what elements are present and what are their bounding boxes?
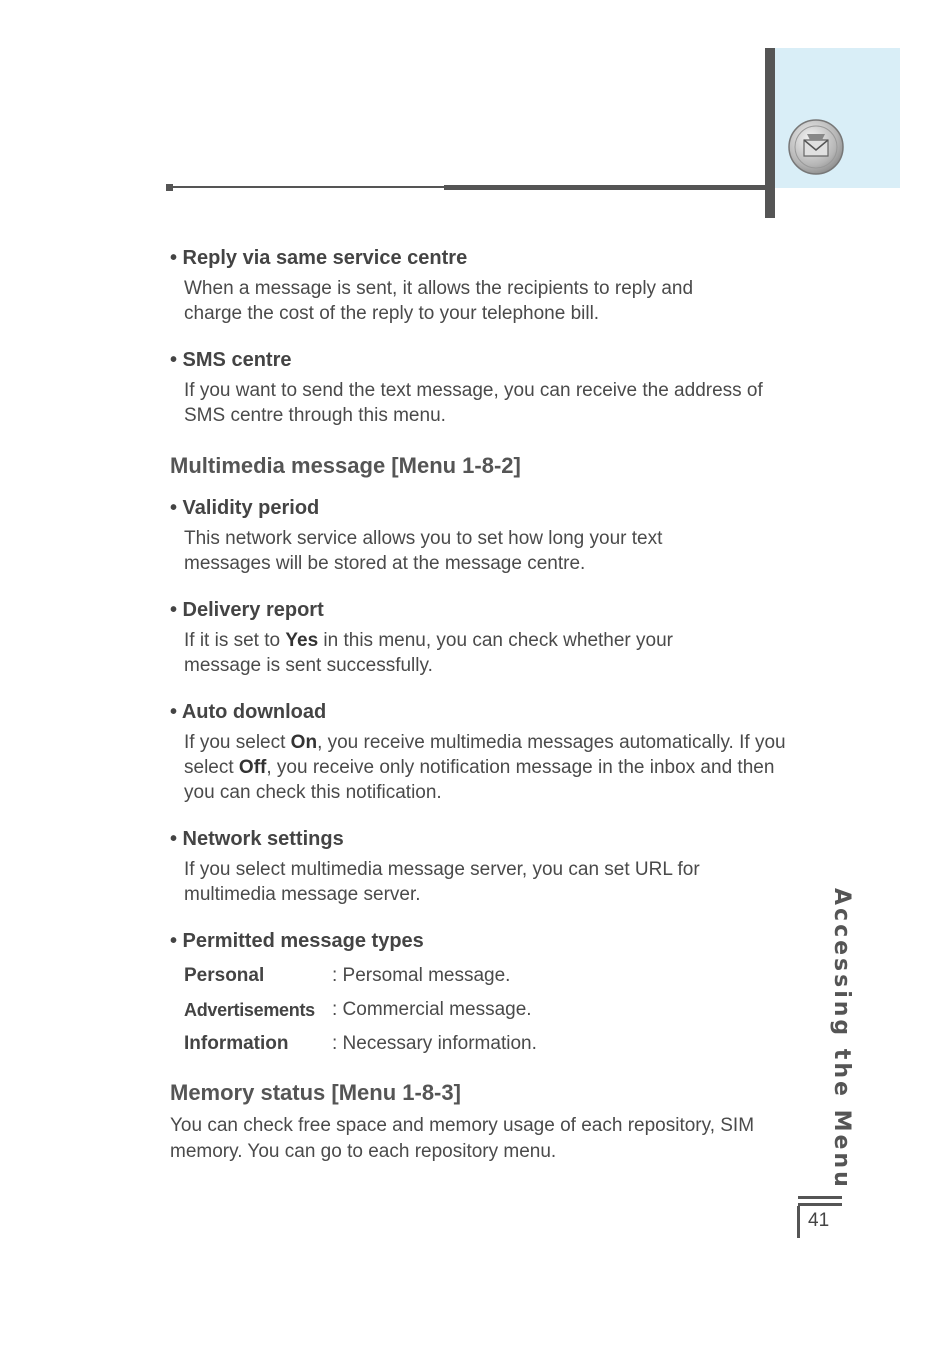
validity-title: • Validity period (170, 497, 320, 519)
type-term: Information (184, 1033, 289, 1054)
permitted-types-list (184, 959, 800, 1061)
reply-desc: When a message is sent, it allows the recipients to reply and charge the cost of the reply to your telephone bill. (184, 278, 694, 324)
permitted-title: • Permitted message types (170, 930, 424, 952)
page-number: 41 (808, 1210, 830, 1231)
message-envelope-icon (787, 118, 845, 176)
header-line-thick (444, 185, 769, 190)
memory-heading: Memory status [Menu 1-8-3] (170, 1080, 461, 1105)
header-vertical-bar (765, 48, 775, 218)
header-line-thin (168, 186, 446, 188)
type-desc: : Necessary information. (332, 1033, 537, 1054)
type-row-advertisements (184, 993, 800, 1027)
mms-heading: Multimedia message [Menu 1-8-2] (170, 453, 521, 478)
type-row-personal (184, 959, 800, 993)
delivery-desc (184, 628, 729, 678)
auto-desc-3: , you receive only notification message in the inbox and then you can check this notification. (184, 757, 775, 803)
auto-desc-off: Off (238, 757, 267, 778)
network-desc: If you select multimedia message server, you can set URL for multimedia message server. (184, 859, 700, 905)
type-desc: : Persomal message. (332, 965, 511, 986)
side-tab-label: Accessing the Menu (829, 888, 854, 1190)
memory-desc: You can check free space and memory usage of each repository, SIM memory. You can go to each repository menu. (170, 1115, 755, 1162)
page-number-bar (798, 1196, 842, 1206)
page-content (170, 244, 800, 1165)
delivery-desc-post: in this menu, you can check whether your message is sent successfully. (184, 630, 673, 676)
delivery-desc-bold: Yes (285, 630, 319, 651)
sms-desc: If you want to send the text message, you can receive the address of SMS centre through this menu. (184, 380, 763, 426)
reply-title: • Reply via same service centre (170, 247, 468, 269)
sms-title: • SMS centre (170, 349, 292, 371)
delivery-desc-pre: If it is set to (184, 630, 286, 651)
type-term: Advertisements (184, 1000, 315, 1020)
type-term: Personal (184, 965, 265, 986)
validity-desc: This network service allows you to set how long your text messages will be stored at the message centre. (184, 528, 663, 574)
auto-desc-on: On (290, 732, 318, 753)
delivery-title: • Delivery report (170, 599, 324, 621)
page-number-divider (797, 1206, 800, 1238)
network-title: • Network settings (170, 828, 344, 850)
type-row-information (184, 1027, 800, 1061)
auto-title: • Auto download (170, 701, 327, 723)
auto-desc-2: , you receive multimedia messages automatically. If you select (184, 732, 786, 778)
type-desc: : Commercial message. (332, 999, 532, 1020)
auto-desc-1: If you select (184, 732, 291, 753)
auto-desc (184, 730, 800, 805)
